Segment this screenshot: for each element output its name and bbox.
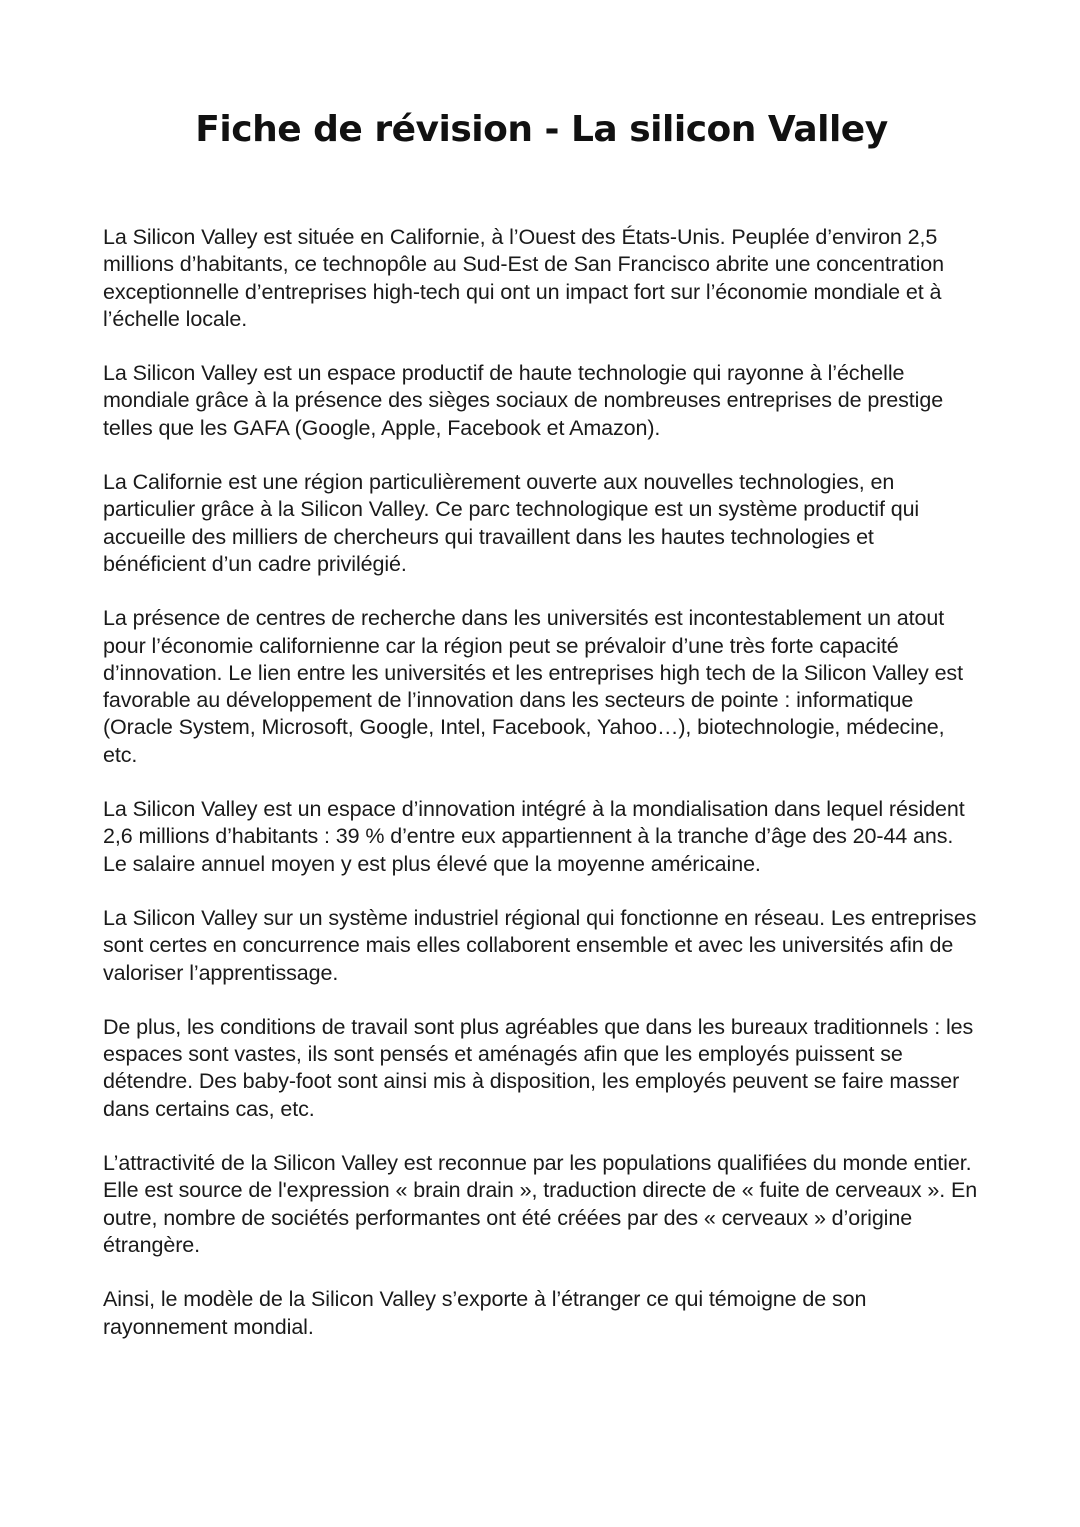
paragraph-location: La Silicon Valley est située en Californie, à l’Ouest des États-Unis. Peuplée d’environ 2,5 millions d’habitants, ce technopôle au Sud-Est de San Francisco abrite une concentration exceptionnelle d’entreprises high-tech qui ont un impact fort sur l’économie mondiale et à l’échelle locale. (103, 225, 944, 331)
paragraph-conclusion: Ainsi, le modèle de la Silicon Valley s’exporte à l’étranger ce qui témoigne de son rayonnement mondial. (103, 1287, 867, 1339)
paragraph-innovation-population: La Silicon Valley est un espace d’innovation intégré à la mondialisation dans lequel résident 2,6 millions d’habitants : 39 % d’entre eux appartiennent à la tranche d’âge des 20-44 ans. Le salaire annuel moyen y est plus élevé que la moyenne américaine. (103, 797, 965, 876)
paragraph-high-tech-space: La Silicon Valley est un espace productif de haute technologie qui rayonne à l’échelle mondiale grâce à la présence des sièges sociaux de nombreuses entreprises de prestige telles que les GAFA (Google, Apple, Facebook et Amazon). (103, 361, 944, 440)
page-title: Fiche de révision - La silicon Valley (195, 109, 888, 150)
paragraph-brain-drain: L’attractivité de la Silicon Valley est reconnue par les populations qualifiées du monde entier. Elle est source de l'expression « brain drain », traduction directe de « fuite de cerveaux ». En outre, nombre de sociétés performantes ont été créées par des « cerveaux » d’origine étrangère. (103, 1151, 978, 1257)
paragraph-network-system: La Silicon Valley sur un système industriel régional qui fonctionne en réseau. Les entreprises sont certes en concurrence mais elles collaborent ensemble et avec les universités afin de valoriser l’apprentissage. (103, 905, 977, 985)
paragraph-working-conditions: De plus, les conditions de travail sont plus agréables que dans les bureaux traditionnels : les espaces sont vastes, ils sont pensés et aménagés afin que les employés puissent se détendre. Des baby-foot sont ainsi mis à disposition, les employés peuvent se faire masser dans certains cas, etc. (103, 1014, 974, 1121)
paragraph-research-universities: La présence de centres de recherche dans les universités est incontestablement un atout pour l’économie californienne car la région peut se prévaloir d’une très forte capacité d’innovation. Le lien entre les universités et les entreprises high tech de la Silicon Valley est favorable au développement de l’innovation dans les secteurs de pointe : informatique (Oracle System, Microsoft, Google, Intel, Facebook, Yahoo…), biotechnologie, médecine, etc. (103, 606, 963, 767)
paragraph-california-technologies: La Californie est une région particulièrement ouverte aux nouvelles technologies, en particulier grâce à la Silicon Valley. Ce parc technologique est un système productif qui accueille des milliers de chercheurs qui travaillent dans les hautes technologies et bénéficient d’un cadre privilégié. (103, 470, 920, 576)
document-body (103, 224, 980, 1341)
